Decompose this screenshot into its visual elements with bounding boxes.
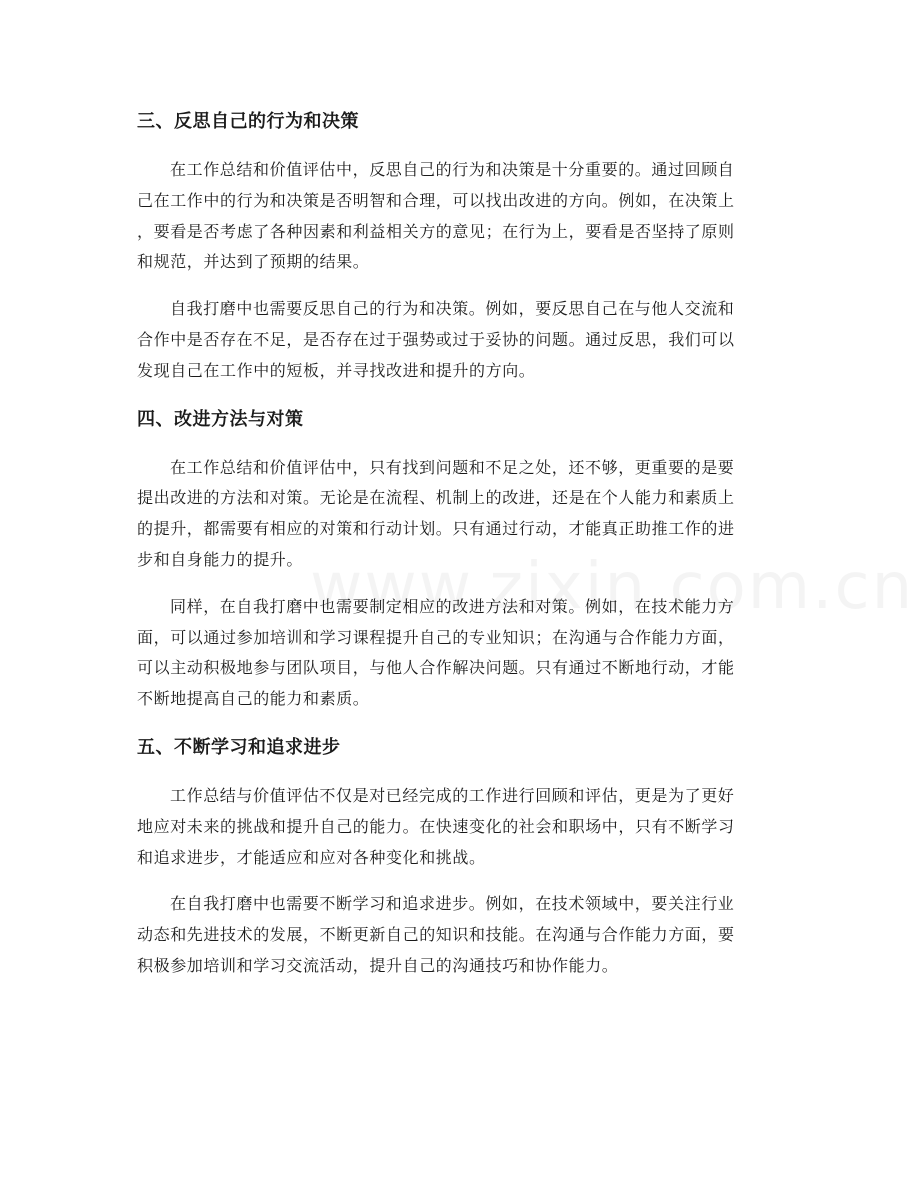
paragraph bbox=[137, 155, 787, 278]
text-line: 己在工作中的行为和决策是否明智和合理，可以找出改进的方向。例如，在决策上 bbox=[137, 190, 735, 210]
text-line: 自我打磨中也需要反思自己的行为和决策。例如，要反思自己在与他人交流和 bbox=[170, 299, 735, 319]
text-line: 和追求进步，才能适应和应对各种变化和挑战。 bbox=[137, 847, 486, 867]
text-line: 在自我打磨中也需要不断学习和追求进步。例如，在技术领域中，要关注行业 bbox=[170, 894, 735, 914]
text-line: 同样，在自我打磨中也需要制定相应的改进方法和对策。例如，在技术能力方 bbox=[170, 596, 735, 616]
paragraph bbox=[137, 781, 787, 873]
paragraph bbox=[137, 294, 787, 386]
text-line: ，要看是否考虑了各种因素和利益相关方的意见；在行为上，要看是否坚持了原则 bbox=[137, 221, 735, 241]
text-line: 工作总结与价值评估不仅是对已经完成的工作进行回顾和评估，更是为了更好 bbox=[170, 785, 735, 805]
section-heading: 五、不断学习和追求进步 bbox=[137, 736, 341, 758]
text-line: 积极参加培训和学习交流活动，提升自己的沟通技巧和协作能力。 bbox=[137, 955, 619, 975]
paragraph bbox=[137, 889, 787, 981]
text-line: 在工作总结和价值评估中，反思自己的行为和决策是十分重要的。通过回顾自 bbox=[170, 160, 735, 179]
section-3 bbox=[137, 103, 787, 387]
section-5 bbox=[137, 729, 787, 982]
section-heading: 四、改进方法与对策 bbox=[137, 408, 304, 430]
section-4 bbox=[137, 401, 787, 715]
paragraph bbox=[137, 592, 787, 715]
text-line: 的提升，都需要有相应的对策和行动计划。只有通过行动，才能真正助推工作的进 bbox=[137, 519, 735, 539]
text-line: 在工作总结和价值评估中，只有找到问题和不足之处，还不够，更重要的是要 bbox=[170, 457, 735, 477]
document-body bbox=[137, 103, 787, 982]
text-line: 动态和先进技术的发展，不断更新自己的知识和技能。在沟通与合作能力方面，要 bbox=[137, 925, 735, 945]
text-line: 合作中是否存在不足，是否存在过于强势或过于妥协的问题。通过反思，我们可以 bbox=[137, 329, 735, 349]
text-line: 步和自身能力的提升。 bbox=[137, 549, 304, 569]
text-line: 发现自己在工作中的短板，并寻找改进和提升的方向。 bbox=[137, 360, 536, 380]
text-line: 不断地提高自己的能力和素质。 bbox=[137, 689, 370, 709]
text-line: 地应对未来的挑战和提升自己的能力。在快速变化的社会和职场中，只有不断学习 bbox=[137, 816, 735, 836]
paragraph bbox=[137, 453, 787, 576]
text-line: 可以主动积极地参与团队项目，与他人合作解决问题。只有通过不断地行动，才能 bbox=[137, 658, 735, 678]
text-line: 和规范，并达到了预期的结果。 bbox=[137, 252, 370, 272]
section-heading: 三、反思自己的行为和决策 bbox=[137, 111, 359, 132]
text-line: 面，可以通过参加培训和学习课程提升自己的专业知识；在沟通与合作能力方面， bbox=[137, 627, 735, 647]
text-line: 提出改进的方法和对策。无论是在流程、机制上的改进，还是在个人能力和素质上 bbox=[137, 488, 735, 508]
